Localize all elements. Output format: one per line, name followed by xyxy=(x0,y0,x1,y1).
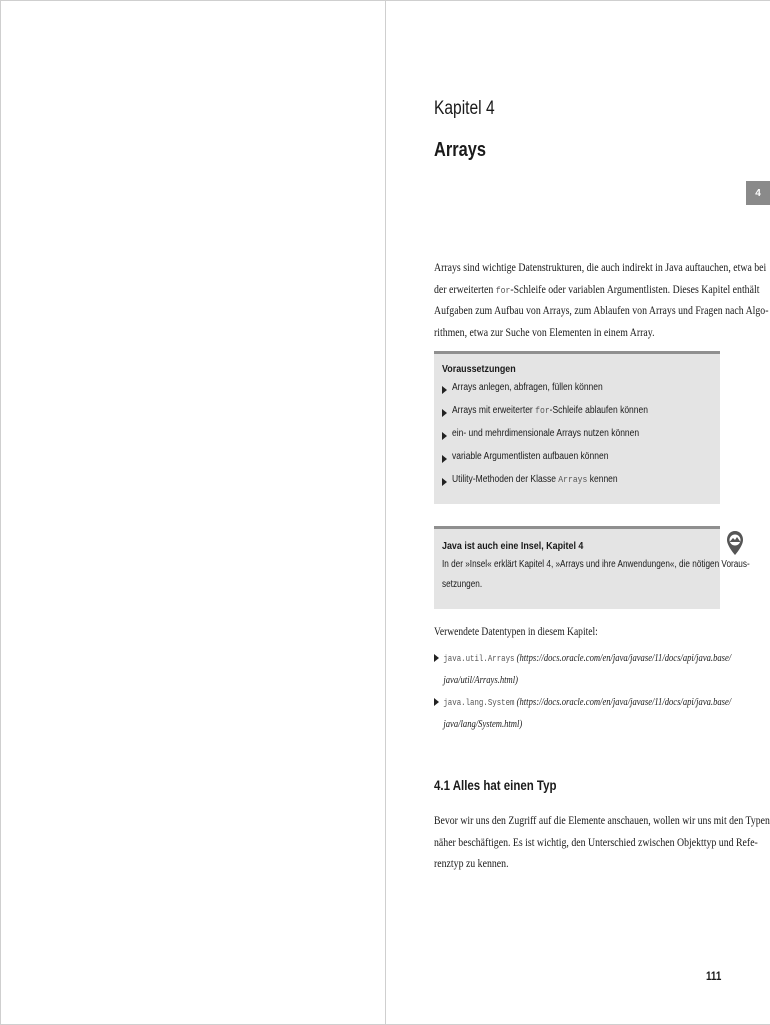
type-url-cont: java/lang/System.html) xyxy=(443,717,523,730)
chapter-title: Arrays xyxy=(434,139,486,161)
intro-paragraph xyxy=(434,258,769,344)
type-line xyxy=(434,692,732,714)
prereq-item xyxy=(434,405,720,428)
insel-text: In der »Insel« erklärt Kapitel 4, »Arrays und ihre Anwendungen«, die nötigen Voraus- xyxy=(442,559,750,570)
section-line: Bevor wir uns den Zugriff auf die Elemente anschauen, wollen wir uns mit den Typen xyxy=(434,815,770,827)
insel-island-icon xyxy=(726,530,744,556)
intro-text: -Schleife oder variablen Argumentlisten. Dieses Kapitel enthält xyxy=(510,283,760,296)
type-item xyxy=(434,648,732,691)
type-line xyxy=(434,648,732,670)
page-number: 111 xyxy=(706,969,722,983)
type-url: (https://docs.oracle.com/en/java/javase/11/docs/api/java.base/ xyxy=(514,652,732,664)
prereq-item xyxy=(434,428,720,451)
section-line: näher beschäftigen. Es ist wichtig, den Unterschied zwischen Objekttyp und Refe- xyxy=(434,836,758,849)
intro-text: Aufgaben zum Aufbau von Arrays, zum Ablaufen von Arrays und Fragen nach Algo- xyxy=(434,305,769,317)
bullet-triangle-icon xyxy=(442,432,447,440)
prereq-item xyxy=(434,382,720,405)
insel-title: Java ist auch eine Insel, Kapitel 4 xyxy=(442,540,584,552)
code-for: for xyxy=(535,405,550,416)
types-intro xyxy=(434,622,720,644)
insel-text: setzungen. xyxy=(442,579,483,590)
prereq-text: Arrays anlegen, abfragen, füllen können xyxy=(452,382,603,393)
section-paragraph xyxy=(434,811,770,876)
prereq-text-part: -Schleife ablaufen können xyxy=(549,405,648,416)
insel-line xyxy=(442,574,720,596)
type-item xyxy=(434,692,732,735)
prereq-text-part: Utility-Methoden der Klasse xyxy=(452,474,559,485)
prereq-item xyxy=(434,474,720,497)
bullet-triangle-icon xyxy=(442,386,447,394)
insel-reference-box xyxy=(434,526,750,609)
prereq-item xyxy=(434,451,720,474)
bullet-triangle-icon xyxy=(442,409,447,417)
prereq-text-part: Arrays mit erweiterter xyxy=(452,405,536,416)
code-for: for xyxy=(495,284,511,296)
prereq-text xyxy=(452,474,618,485)
type-code: java.util.Arrays xyxy=(443,653,515,664)
intro-line xyxy=(434,258,767,280)
prereq-text-part: kennen xyxy=(587,474,618,485)
bullet-triangle-icon xyxy=(442,455,447,463)
prereq-text: ein- und mehrdimensionale Arrays nutzen können xyxy=(452,428,640,439)
chapter-thumb-tab: 4 xyxy=(746,181,770,205)
bullet-triangle-icon xyxy=(442,478,447,486)
prerequisites-title: Voraussetzungen xyxy=(442,363,516,375)
section-heading: 4.1 Alles hat einen Typ xyxy=(434,777,557,793)
intro-text: rithmen, etwa zur Suche von Elementen in einem Array. xyxy=(434,326,655,339)
prerequisites-box xyxy=(434,351,720,504)
insel-line xyxy=(442,554,750,576)
intro-line xyxy=(434,323,679,345)
intro-text: der erweiterten xyxy=(434,283,496,296)
types-intro-text: Verwendete Datentypen in diesem Kapitel: xyxy=(434,626,598,638)
chapter-label: Kapitel 4 xyxy=(434,98,495,119)
type-url-cont: java/util/Arrays.html) xyxy=(443,673,518,686)
intro-line xyxy=(434,301,769,323)
section-line: renztyp zu kennen. xyxy=(434,858,509,870)
code-arrays: Arrays xyxy=(558,474,588,485)
type-url: (https://docs.oracle.com/en/java/javase/11/docs/api/java.base/ xyxy=(514,696,732,708)
intro-text: Arrays sind wichtige Datenstrukturen, die auch indirekt in Java auftauchen, etwa bei xyxy=(434,262,767,274)
intro-line xyxy=(434,280,760,302)
type-code: java.lang.System xyxy=(443,697,515,708)
prereq-text: variable Argumentlisten aufbauen können xyxy=(452,451,609,462)
prereq-text xyxy=(452,405,648,416)
